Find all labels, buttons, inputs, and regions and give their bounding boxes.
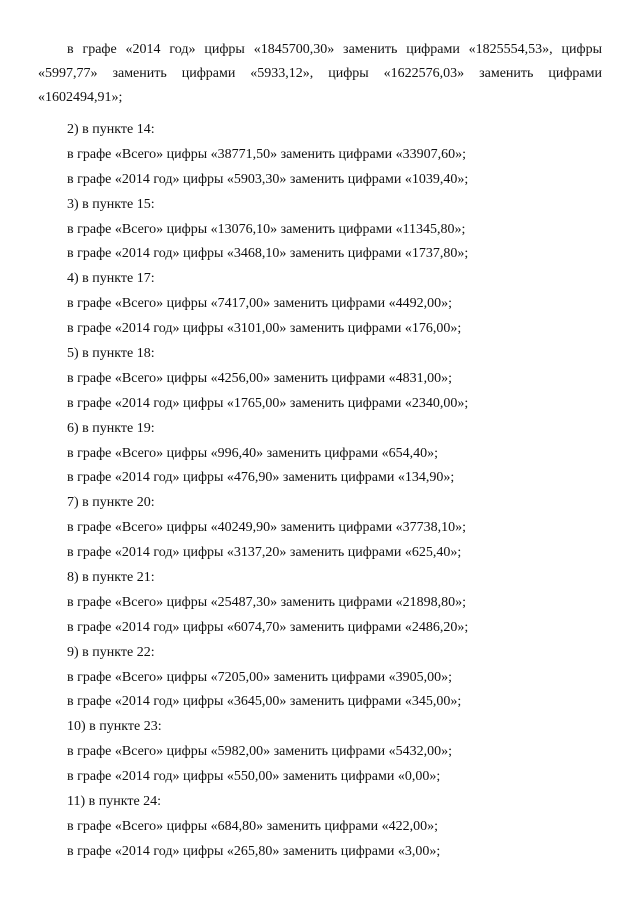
clause-heading: 3) в пункте 15: — [67, 196, 155, 212]
amendment-line: в графе «2014 год» цифры «476,90» заменить цифрами «134,90»; — [67, 470, 455, 486]
intro-line-2: «5997,77» заменить цифрами «5933,12», цифры «1622576,03» заменить цифрами — [38, 66, 602, 81]
clause-heading: 10) в пункте 23: — [67, 719, 162, 735]
amendment-list — [67, 118, 607, 865]
clause-heading: 4) в пункте 17: — [67, 271, 155, 287]
amendment-line: в графе «Всего» цифры «25487,30» заменить цифрами «21898,80»; — [67, 594, 466, 610]
amendment-line: в графе «2014 год» цифры «5903,30» заменить цифрами «1039,40»; — [67, 171, 469, 187]
amendment-line: в графе «Всего» цифры «4256,00» заменить цифрами «4831,00»; — [67, 370, 452, 386]
amendment-line: в графе «Всего» цифры «7205,00» заменить цифрами «3905,00»; — [67, 669, 452, 685]
intro-line-3: «1602494,91»; — [38, 90, 123, 105]
amendment-line: в графе «2014 год» цифры «3137,20» заменить цифрами «625,40»; — [67, 545, 462, 561]
clause-heading: 5) в пункте 18: — [67, 346, 155, 362]
intro-line-1: в графе «2014 год» цифры «1845700,30» заменить цифрами «1825554,53», цифры — [67, 42, 602, 57]
clause-heading: 9) в пункте 22: — [67, 644, 155, 660]
clause-heading: 7) в пункте 20: — [67, 495, 155, 511]
amendment-line: в графе «2014 год» цифры «3101,00» заменить цифрами «176,00»; — [67, 321, 462, 337]
amendment-line: в графе «Всего» цифры «996,40» заменить цифрами «654,40»; — [67, 445, 438, 461]
amendment-line: в графе «Всего» цифры «5982,00» заменить цифрами «5432,00»; — [67, 744, 452, 760]
clause-heading: 11) в пункте 24: — [67, 794, 162, 810]
amendment-line: в графе «2014 год» цифры «3645,00» заменить цифрами «345,00»; — [67, 694, 462, 710]
amendment-line: в графе «Всего» цифры «7417,00» заменить цифрами «4492,00»; — [67, 296, 452, 312]
amendment-line: в графе «Всего» цифры «40249,90» заменить цифрами «37738,10»; — [67, 520, 466, 536]
amendment-line: в графе «2014 год» цифры «1765,00» заменить цифрами «2340,00»; — [67, 395, 469, 411]
amendment-line: в графе «2014 год» цифры «3468,10» заменить цифрами «1737,80»; — [67, 246, 469, 262]
clause-heading: 6) в пункте 19: — [67, 420, 155, 436]
amendment-line: в графе «2014 год» цифры «6074,70» заменить цифрами «2486,20»; — [67, 619, 469, 635]
amendment-line: в графе «Всего» цифры «38771,50» заменить цифрами «33907,60»; — [67, 146, 466, 162]
amendment-line: в графе «Всего» цифры «13076,10» заменить цифрами «11345,80»; — [67, 221, 466, 237]
amendment-line: в графе «2014 год» цифры «550,00» заменить цифрами «0,00»; — [67, 769, 441, 785]
clause-heading: 2) в пункте 14: — [67, 122, 155, 137]
amendment-line: в графе «2014 год» цифры «265,80» заменить цифрами «3,00»; — [67, 843, 441, 859]
amendment-line: в графе «Всего» цифры «684,80» заменить цифрами «422,00»; — [67, 818, 438, 834]
intro-paragraph — [38, 38, 602, 110]
clause-heading: 8) в пункте 21: — [67, 570, 155, 586]
